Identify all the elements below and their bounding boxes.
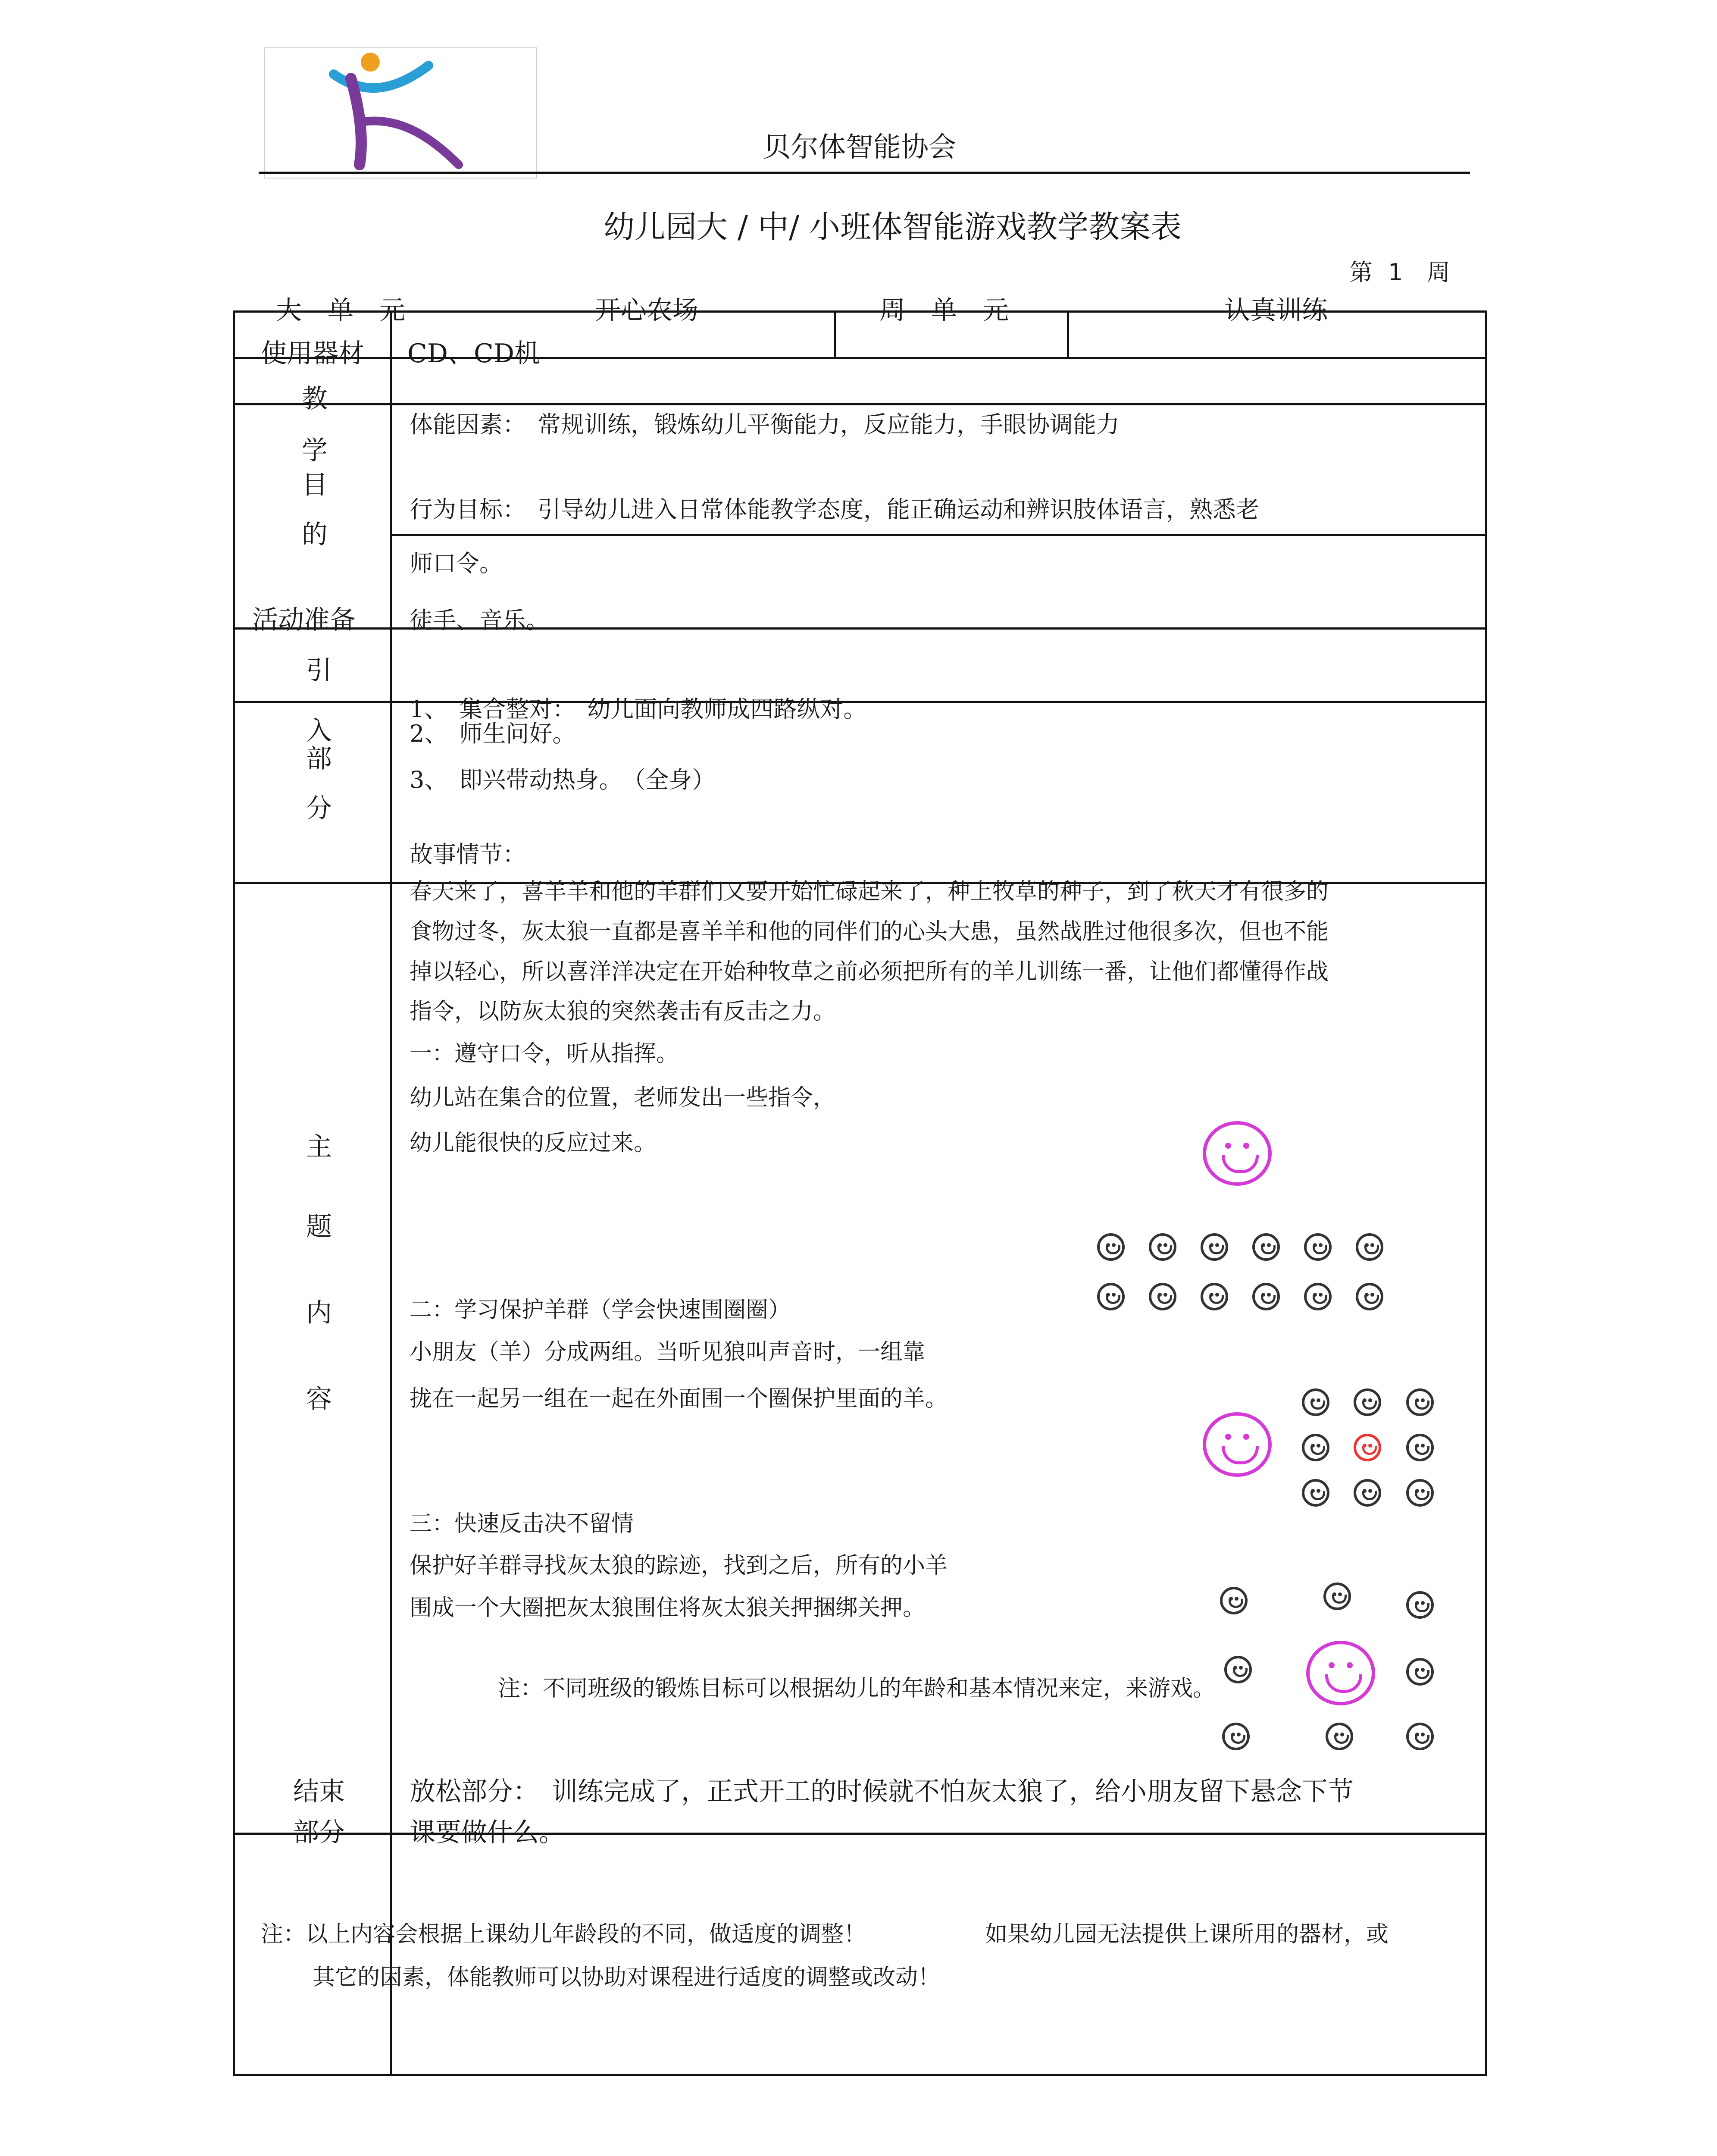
- goal-label-char: 教: [302, 384, 328, 414]
- week-suffix: 周: [1427, 259, 1450, 286]
- goal-label-char: 的: [302, 520, 328, 550]
- smiley-face-icon: [1302, 1479, 1329, 1507]
- smiley-face-icon: [1323, 1583, 1351, 1610]
- game3-title: 三：快速反击决不留情: [410, 1511, 634, 1537]
- smiley-face-icon: [1326, 1723, 1353, 1750]
- smiley-face-icon: [1097, 1233, 1125, 1261]
- end-label: 部分: [293, 1818, 345, 1848]
- smiley-face-icon: [1201, 1283, 1228, 1310]
- smiley-face-icon: [1354, 1479, 1381, 1507]
- intro-item: 2、 师生问好。: [410, 720, 576, 747]
- story-line: 指令，以防灰太狼的突然袭击有反击之力。: [410, 999, 836, 1025]
- end-line: 课要做什么。: [410, 1818, 565, 1848]
- game3-line: 围成一个大圈把灰太狼围住将灰太狼关押捆绑关押。: [410, 1595, 926, 1621]
- game2-line: 拢在一起另一组在一起在外面围一个圈保护里面的羊。: [410, 1386, 948, 1412]
- main-label-char: 内: [306, 1298, 332, 1328]
- goal-label-char: 学: [302, 436, 328, 466]
- main-note: 注：不同班级的锻炼目标可以根据幼儿的年龄和基本情况来定，来游戏。: [498, 1676, 1216, 1702]
- smiley-face-icon: [1201, 1233, 1228, 1261]
- footer-note-line: 其它的因素，体能教师可以协助对课程进行适度的调整或改动！: [313, 1965, 941, 1990]
- week-unit-value: 认真训练: [1224, 295, 1328, 326]
- week-number: 1: [1388, 259, 1403, 286]
- teacher-smiley-icon: [1203, 1121, 1272, 1186]
- main-label-char: 容: [306, 1384, 332, 1414]
- smiley-face-icon: [1252, 1233, 1280, 1261]
- smiley-face-icon: [1304, 1233, 1332, 1261]
- game1-title: 一：遵守口令，听从指挥。: [410, 1041, 679, 1067]
- smiley-face-icon: [1406, 1591, 1434, 1619]
- logo-box: [264, 47, 537, 179]
- smiley-face-icon: [1356, 1283, 1383, 1310]
- week-prefix: 第: [1349, 259, 1373, 286]
- smiley-face-icon: [1406, 1479, 1434, 1507]
- smiley-face-icon: [1356, 1233, 1383, 1261]
- equipment-label: 使用器材: [261, 338, 364, 369]
- intro-item: 3、 即兴带动热身。 （全身）: [410, 766, 716, 793]
- intro-label-char: 入: [306, 716, 332, 746]
- equipment-value: CD、CD机: [407, 338, 541, 369]
- intro-label-char: 引: [306, 655, 332, 686]
- intro-label-char: 分: [306, 793, 332, 824]
- big-unit-value: 开心农场: [595, 295, 698, 326]
- smiley-face-icon: [1224, 1656, 1252, 1683]
- smiley-face-icon: [1302, 1434, 1329, 1461]
- game1-line: 幼儿站在集合的位置，老师发出一些指令，: [410, 1085, 836, 1111]
- story-line: 掉以轻心，所以喜洋洋决定在开始种牧草之前必须把所有的羊儿训练一番，让他们都懂得作战: [410, 959, 1329, 985]
- smiley-face-icon: [1149, 1233, 1176, 1261]
- week-unit-label: 周 单 元: [879, 295, 1009, 326]
- game1-line: 幼儿能很快的反应过来。: [410, 1130, 657, 1156]
- main-label-char: 题: [306, 1212, 332, 1242]
- goal-label-char: 目: [302, 470, 328, 500]
- story-line: 食物过冬，灰太狼一直都是喜羊羊和他的同伴们的心头大患，虽然战胜过他很多次，但也不能: [410, 919, 1329, 945]
- page-title: 幼儿园大 / 中/ 小班体智能游戏教学教案表: [604, 209, 1182, 245]
- intro-label-char: 部: [306, 744, 332, 774]
- wolf-center-smiley-icon: [1306, 1641, 1375, 1705]
- smiley-face-icon: [1354, 1388, 1381, 1416]
- main-label-char: 主: [306, 1132, 332, 1162]
- smiley-face-icon: [1149, 1283, 1176, 1310]
- smiley-face-icon: [1304, 1283, 1332, 1310]
- prep-label: 活动准备: [252, 605, 356, 635]
- smiley-face-icon: [1406, 1388, 1434, 1416]
- smiley-face-icon: [1406, 1723, 1434, 1750]
- goal-behavior-line: 行为目标： 引导幼儿进入日常体能教学态度，能正确运动和辨识肢体语言，熟悉老: [410, 496, 1259, 523]
- story-label: 故事情节：: [410, 841, 526, 868]
- smiley-face-icon: [1406, 1658, 1434, 1686]
- game2-line: 小朋友（羊）分成两组。当听见狼叫声音时，一组靠: [410, 1339, 926, 1365]
- smiley-face-icon: [1302, 1388, 1329, 1416]
- smiley-face-icon: [1220, 1587, 1248, 1614]
- smiley-face-icon: [1097, 1283, 1125, 1310]
- end-label: 结束: [293, 1777, 345, 1807]
- story-line: 春天来了，喜羊羊和他的羊群们又要开始忙碌起来了，种上牧草的种子，到了秋天才有很多的: [410, 879, 1329, 905]
- goal-behavior-line: 师口令。: [410, 550, 503, 577]
- game2-title: 二：学习保护羊群（学会快速围圈圈）: [410, 1297, 791, 1323]
- smiley-face-icon: [1222, 1723, 1250, 1750]
- goal-physical: 体能因素： 常规训练，锻炼幼儿平衡能力，反应能力，手眼协调能力: [410, 411, 1120, 438]
- smiley-face-icon: [1354, 1434, 1381, 1461]
- smiley-face-icon: [1252, 1283, 1280, 1310]
- org-name: 贝尔体智能协会: [763, 132, 956, 163]
- footer-note-line: 注：以上内容会根据上课幼儿年龄段的不同，做适度的调整！: [261, 1921, 866, 1947]
- smiley-face-icon: [1406, 1434, 1434, 1461]
- footer-note-line: 如果幼儿园无法提供上课所用的器材，或: [985, 1921, 1389, 1947]
- prep-value: 徒手、音乐。: [410, 607, 549, 634]
- big-unit-label: 大 单 元: [276, 295, 405, 326]
- wolf-smiley-icon: [1203, 1412, 1272, 1477]
- end-line: 放松部分： 训练完成了，正式开工的时候就不怕灰太狼了，给小朋友留下悬念下节: [410, 1777, 1354, 1807]
- running-person-logo-icon: [265, 48, 536, 178]
- header-rule: [259, 172, 1470, 174]
- game3-line: 保护好羊群寻找灰太狼的踪迹，找到之后，所有的小羊: [410, 1553, 948, 1579]
- intro-item: 1、 集合整对： 幼儿面向教师成四路纵对。: [410, 696, 867, 723]
